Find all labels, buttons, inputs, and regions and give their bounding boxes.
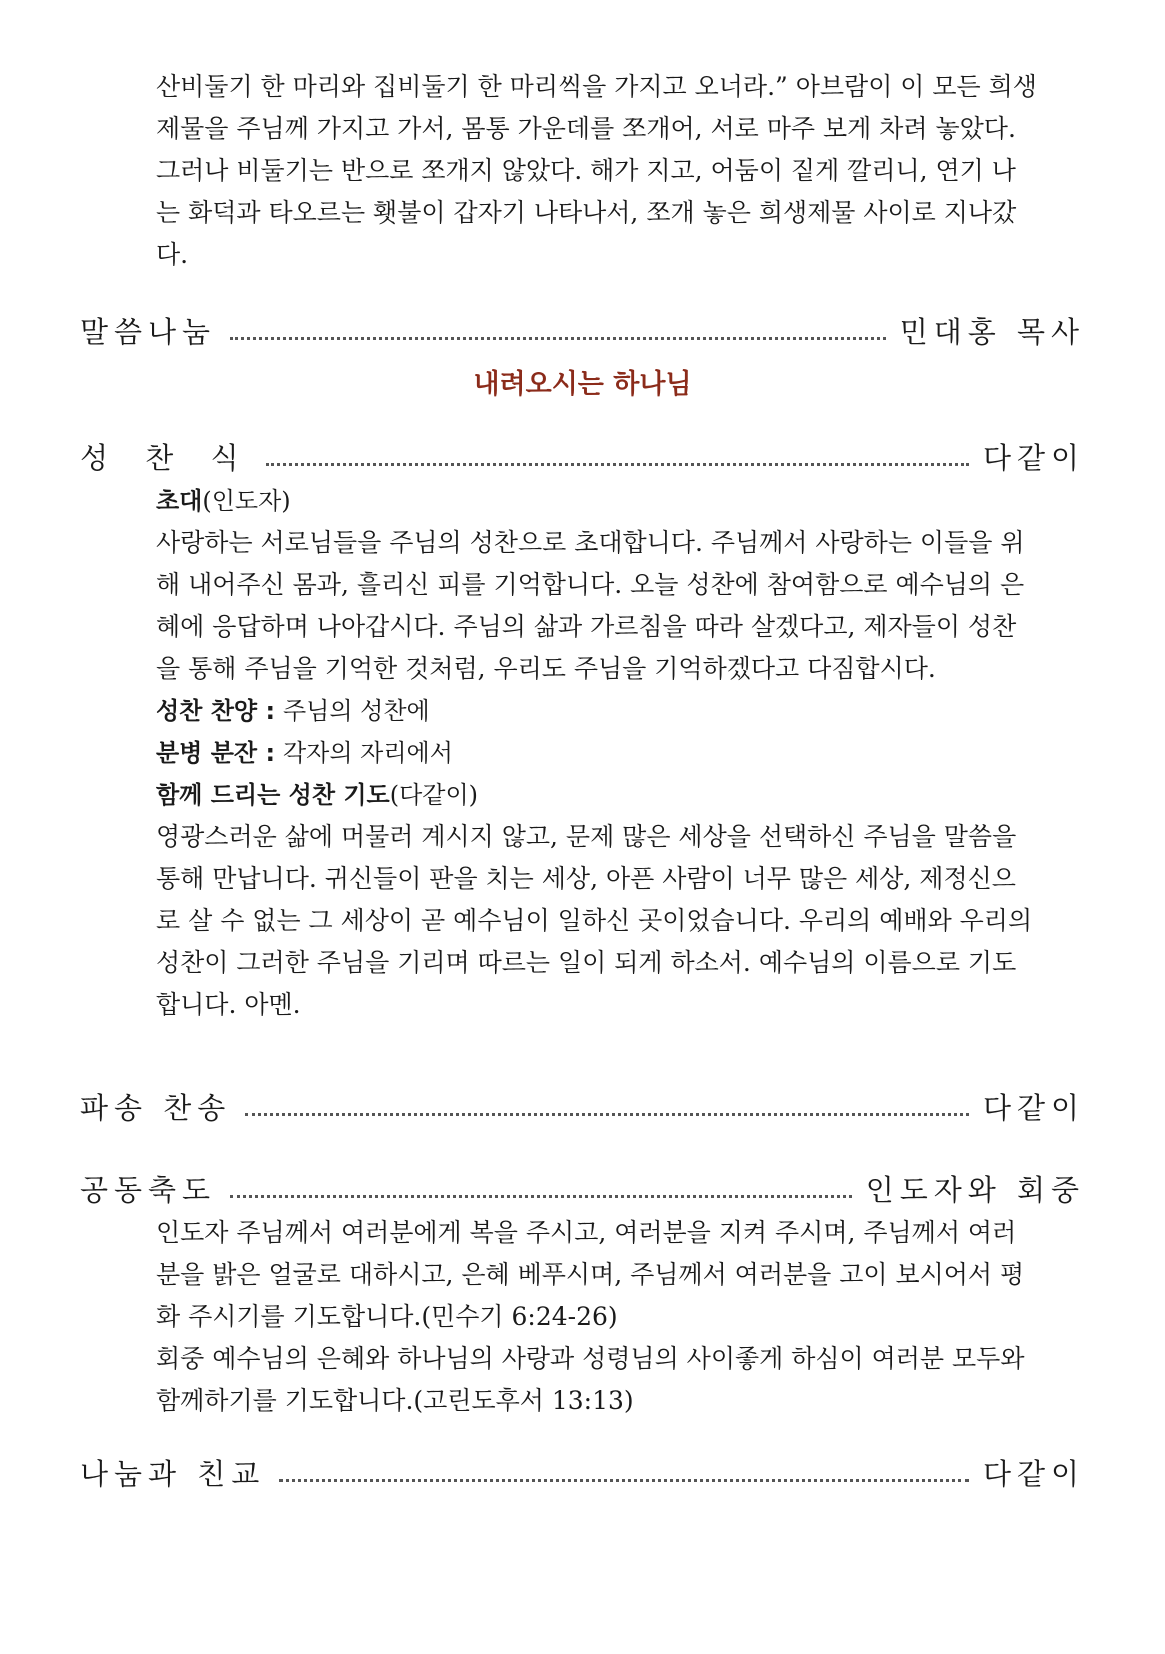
sermon-title: 내려오시는 하나님 bbox=[473, 369, 692, 400]
invite-label: 초대 bbox=[156, 487, 203, 515]
fellowship-who: 다같이 bbox=[982, 1457, 1085, 1491]
benediction-body bbox=[80, 1212, 1085, 1422]
benediction-leader-text: 인도자 주님께서 여러분에게 복을 주시고, 여러분을 지켜 주시며, 주님께서 여러분을 밝은 얼굴로 대하시고, 은혜 베푸시며, 주님께서 여러분을 고이 보시어서 평화 주시기를 기도합니다.(민수기 6:24-26) bbox=[156, 1218, 1025, 1331]
hymn-line bbox=[156, 690, 1037, 732]
leader-dots bbox=[230, 337, 886, 340]
invite-suffix: (인도자) bbox=[202, 487, 291, 515]
benediction-heading bbox=[80, 1168, 1085, 1212]
invite-text: 사랑하는 서로님들을 주님의 성찬으로 초대합니다. 주님께서 사랑하는 이들을 위해 내어주신 몸과, 흘리신 피를 기억합니다. 오늘 성찬에 참여함으로 예수님의 은혜에 응답하며 나아갑시다. 주님의 삶과 가르침을 따라 살겠다고, 제자들이 성찬을 통해 주님을 기억한 것처럼, 우리도 주님을 기억하겠다고 다짐합시다. bbox=[156, 528, 1025, 683]
leader-dots bbox=[266, 463, 968, 466]
sermon-heading bbox=[80, 310, 1085, 354]
distribution-label: 분병 분잔 : bbox=[156, 739, 276, 767]
scripture-text: 산비둘기 한 마리와 집비둘기 한 마리씩을 가지고 오너라.” 아브람이 이 모든 희생제물을 주님께 가지고 가서, 몸통 가운데를 쪼개어, 서로 마주 보게 차려 놓았다. 그러나 비둘기는 반으로 쪼개지 않았다. 해가 지고, 어둠이 짙게 깔리니, 연기 나는 화덕과 타오르는 횃불이 갑자기 나타나서, 쪼개 놓은 희생제물 사이로 지나갔다. bbox=[156, 72, 1037, 269]
communion-who: 다같이 bbox=[982, 441, 1085, 475]
communion-heading bbox=[80, 436, 1085, 480]
benediction-people-text: 회중 예수님의 은혜와 하나님의 사랑과 성령님의 사이좋게 하심이 여러분 모두와 함께하기를 기도합니다.(고린도후서 13:13) bbox=[156, 1344, 1025, 1415]
communion-label: 성 찬 식 bbox=[80, 441, 253, 475]
sending-hymn-heading bbox=[80, 1086, 1085, 1130]
distribution-line bbox=[156, 732, 1037, 774]
benediction-label: 공동축도 bbox=[80, 1173, 217, 1207]
leader-dots bbox=[230, 1195, 852, 1198]
prayer-label: 함께 드리는 성찬 기도 bbox=[156, 781, 390, 809]
fellowship-label: 나눔과 친교 bbox=[80, 1457, 266, 1491]
prayer-heading bbox=[156, 774, 1037, 816]
benediction-who: 인도자와 회중 bbox=[865, 1173, 1085, 1207]
invite-heading bbox=[156, 480, 1037, 522]
scripture-reading-tail bbox=[80, 66, 1085, 276]
sending-hymn-label: 파송 찬송 bbox=[80, 1091, 232, 1125]
distribution-text: 각자의 자리에서 bbox=[283, 739, 453, 767]
sermon-preacher: 민대홍 목사 bbox=[899, 315, 1085, 349]
fellowship-heading bbox=[80, 1452, 1085, 1496]
sermon-label: 말씀나눔 bbox=[80, 315, 217, 349]
leader-dots bbox=[245, 1113, 969, 1116]
hymn-label: 성찬 찬양 : bbox=[156, 697, 276, 725]
communion-body bbox=[80, 480, 1085, 1026]
leader-dots bbox=[279, 1479, 969, 1482]
prayer-text: 영광스러운 삶에 머물러 계시지 않고, 문제 많은 세상을 선택하신 주님을 말씀을 통해 만납니다. 귀신들이 판을 치는 세상, 아픈 사람이 너무 많은 세상, 제정신으로 살 수 없는 그 세상이 곧 예수님이 일하신 곳이었습니다. 우리의 예배와 우리의 성찬이 그러한 주님을 기리며 따르는 일이 되게 하소서. 예수님의 이름으로 기도합니다. 아멘. bbox=[156, 822, 1033, 1019]
prayer-suffix: (다같이) bbox=[389, 781, 479, 809]
sending-hymn-who: 다같이 bbox=[982, 1091, 1085, 1125]
hymn-title: 주님의 성찬에 bbox=[283, 697, 430, 725]
